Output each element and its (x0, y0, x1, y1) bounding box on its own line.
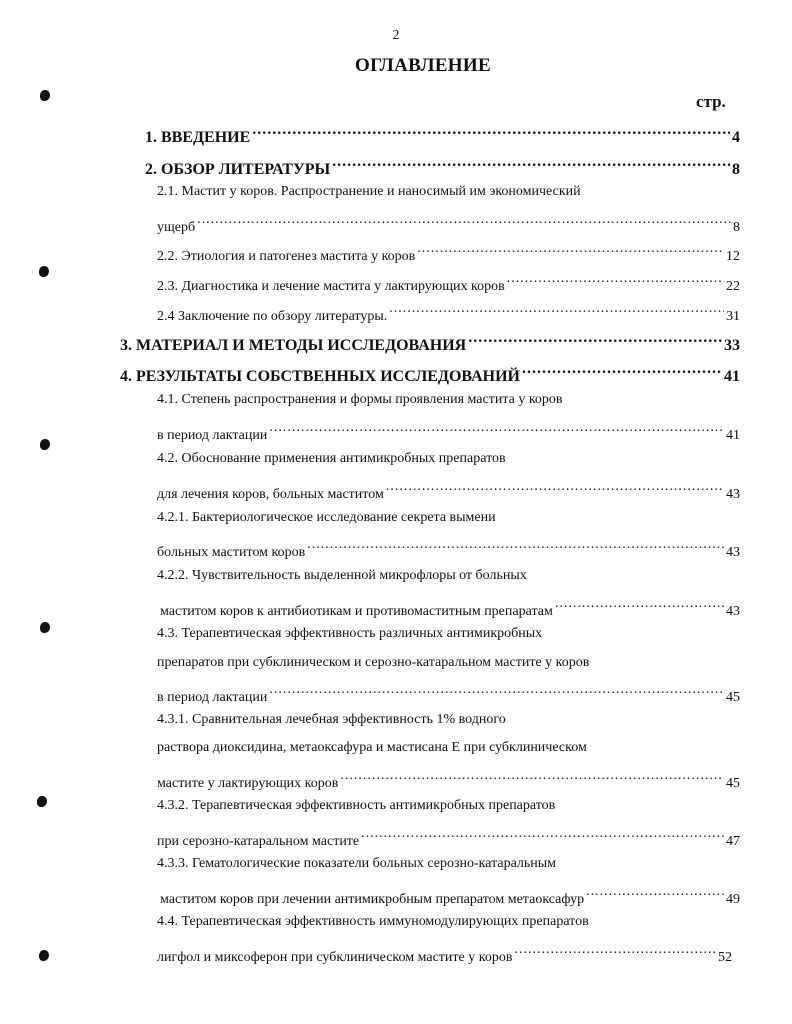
dot-leader (522, 361, 722, 381)
toc-entry-page: 4 (732, 129, 740, 146)
dot-leader (386, 478, 724, 498)
dot-leader (389, 300, 724, 320)
dot-leader (269, 681, 724, 701)
dot-leader (197, 211, 731, 231)
dot-leader (307, 536, 724, 556)
toc-entry-label: 4. РЕЗУЛЬТАТЫ СОБСТВЕННЫХ ИССЛЕДОВАНИЙ (120, 368, 520, 385)
toc-entry-label: больных маститом коров (157, 545, 306, 560)
toc-entry-page: 45 (726, 776, 740, 791)
dot-leader (555, 595, 724, 615)
toc-entry-label: лигфол и миксоферон при субклиническом мастите у коров (157, 950, 513, 965)
toc-entry-page: 31 (726, 309, 740, 324)
page-column-label: стр. (696, 92, 726, 111)
toc-entry-line: 4.4. Терапевтическая эффективность иммуномодулирующих препаратов (157, 914, 589, 929)
page-title: ОГЛАВЛЕНИЕ (355, 55, 491, 76)
toc-entry-line: 4.2.2. Чувствительность выделенной микрофлоры от больных (157, 568, 527, 583)
toc-entry-4-3-3[interactable] (160, 883, 740, 910)
toc-entry-line: препаратов при субклиническом и серозно-катаральном мастите у коров (157, 655, 590, 670)
toc-entry-literature-review[interactable] (145, 154, 740, 180)
toc-entry-label: мастите у лактирующих коров (157, 776, 339, 791)
toc-entry-page: 49 (726, 892, 740, 907)
toc-entry-page: 52 (718, 950, 732, 965)
toc-entry-line: раствора диоксидина, метаоксафура и мастисана Е при субклиническом (157, 740, 587, 755)
toc-entry-page: 8 (733, 220, 740, 235)
dot-leader (586, 883, 724, 903)
toc-entry-page: 33 (724, 337, 740, 354)
dot-leader (340, 767, 724, 787)
toc-entry-page: 12 (726, 249, 740, 264)
toc-entry-page: 22 (726, 279, 740, 294)
toc-entry-materials-methods[interactable] (120, 330, 740, 356)
toc-entry-4-3[interactable] (157, 681, 740, 708)
toc-entry-2-4[interactable] (157, 300, 740, 327)
dot-leader (468, 330, 722, 350)
toc-entry-page: 41 (724, 368, 740, 385)
toc-entry-page: 41 (726, 428, 740, 443)
toc-entry-2-1[interactable] (157, 211, 740, 238)
toc-entry-label: 2. ОБЗОР ЛИТЕРАТУРЫ (145, 161, 331, 178)
toc-entry-4-2-2[interactable] (160, 595, 740, 622)
toc-entry-label: маститом коров к антибиотикам и противомаститным препаратам (160, 604, 553, 619)
toc-entry-line: 4.3.3. Гематологические показатели больных серозно-катаральным (157, 856, 557, 871)
toc-entry-label: 2.2. Этиология и патогенез мастита у коров (157, 249, 416, 264)
dot-leader (507, 270, 724, 290)
toc-entry-page: 45 (726, 690, 740, 705)
toc-entry-line: 4.3. Терапевтическая эффективность различных антимикробных (157, 626, 543, 641)
toc-entry-line: 4.2.1. Бактериологическое исследование секрета вымени (157, 510, 496, 525)
dot-leader (361, 825, 724, 845)
toc-entry-label: при серозно-катаральном мастите (157, 834, 360, 849)
toc-entry-label: 1. ВВЕДЕНИЕ (145, 129, 251, 146)
dot-leader (417, 240, 724, 260)
toc-entry-line: 2.1. Мастит у коров. Распространение и наносимый им экономический (157, 184, 581, 199)
toc-entry-4-2-1[interactable] (157, 536, 740, 563)
toc-entry-line: 4.1. Степень распространения и формы проявления мастита у коров (157, 392, 563, 407)
toc-entry-label: 2.3. Диагностика и лечение мастита у лактирующих коров (157, 279, 505, 294)
page-number: 2 (392, 28, 400, 43)
toc-entry-label: для лечения коров, больных маститом (157, 487, 384, 502)
toc-entry-page: 8 (732, 161, 740, 178)
toc-entry-line: 4.3.2. Терапевтическая эффективность антимикробных препаратов (157, 798, 556, 813)
toc-entry-label: 3. МАТЕРИАЛ И МЕТОДЫ ИССЛЕДОВАНИЯ (120, 337, 467, 354)
dot-leader (269, 419, 724, 439)
toc-entry-results[interactable] (120, 361, 740, 387)
toc-entry-label: 2.4 Заключение по обзору литературы. (157, 309, 388, 324)
dot-leader (252, 122, 730, 142)
toc-entry-introduction[interactable] (145, 122, 740, 148)
toc-entry-label: в период лактации (157, 428, 268, 443)
dot-leader (514, 941, 716, 961)
toc-entry-4-3-1[interactable] (157, 767, 740, 794)
toc-entry-page: 47 (726, 834, 740, 849)
toc-entry-4-2[interactable] (157, 478, 740, 505)
toc-entry-label: в период лактации (157, 690, 268, 705)
toc-entry-line: 4.2. Обоснование применения антимикробных препаратов (157, 451, 506, 466)
toc-entry-page: 43 (726, 487, 740, 502)
toc-entry-page: 43 (726, 604, 740, 619)
dot-leader (332, 154, 730, 174)
toc-entry-label: ущерб (157, 220, 196, 235)
toc-entry-4-3-2[interactable] (157, 825, 740, 852)
toc-entry-page: 43 (726, 545, 740, 560)
toc-entry-line: 4.3.1. Сравнительная лечебная эффективность 1% водного (157, 712, 506, 727)
toc-entry-4-1[interactable] (157, 419, 740, 446)
toc-entry-2-3[interactable] (157, 270, 740, 297)
toc-entry-4-4[interactable] (157, 941, 732, 968)
toc-entry-label: маститом коров при лечении антимикробным препаратом метаоксафур (160, 892, 585, 907)
toc-entry-2-2[interactable] (157, 240, 740, 267)
